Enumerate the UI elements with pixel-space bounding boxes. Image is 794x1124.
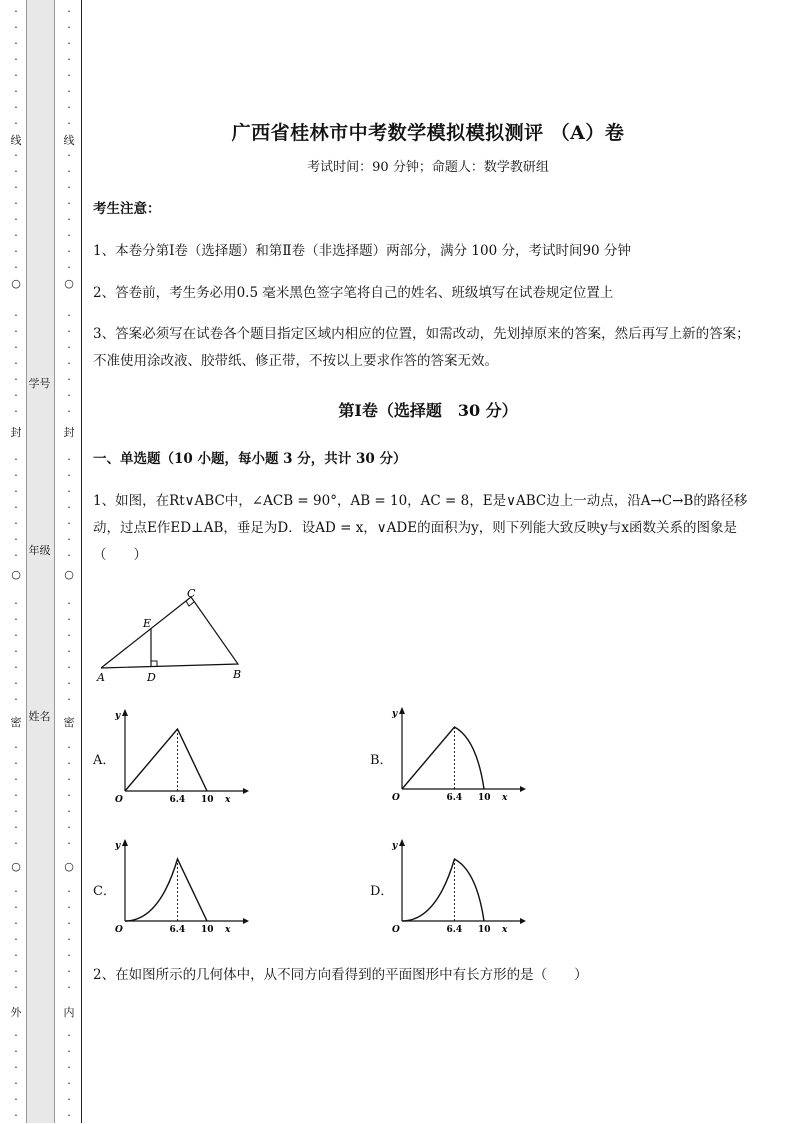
binding-dot: · <box>67 741 71 754</box>
binding-dot: · <box>14 501 18 514</box>
binding-dot: · <box>67 933 71 946</box>
binding-dot: · <box>67 885 71 898</box>
binding-dot: · <box>67 613 71 626</box>
binding-dot: · <box>67 197 71 210</box>
binding-dot: · <box>67 949 71 962</box>
notice-item-1: 1、本卷分第Ⅰ卷（选择题）和第Ⅱ卷（非选择题）两部分，满分 100 分，考试时间90 分钟 <box>93 243 631 259</box>
binding-dot: · <box>14 677 18 690</box>
binding-dot: · <box>14 309 18 322</box>
binding-dot: · <box>14 917 18 930</box>
peak-tick-label: 6.4 <box>169 925 186 935</box>
binding-dot: · <box>14 805 18 818</box>
origin-label: O <box>115 795 123 805</box>
part-heading: 一、单选题（10 小题，每小题 3 分，共计 30 分） <box>93 451 407 467</box>
binding-dot: · <box>67 821 71 834</box>
y-axis-arrow <box>399 707 405 714</box>
binding-mark: ○ <box>64 568 74 581</box>
binding-dot: · <box>67 37 71 50</box>
section-title: 第Ⅰ卷（选择题 30 分） <box>338 401 518 420</box>
binding-dot: · <box>67 549 71 562</box>
binding-dot: · <box>67 1045 71 1058</box>
binding-dot: · <box>14 165 18 178</box>
binding-dot: · <box>14 405 18 418</box>
binding-dot: · <box>14 37 18 50</box>
exam-subtitle: 考试时间：90 分钟；命题人：数学教研组 <box>307 160 549 175</box>
binding-dot: · <box>67 597 71 610</box>
binding-dot: · <box>14 1109 18 1122</box>
binding-dot: · <box>14 549 18 562</box>
y-axis-label: y <box>392 841 398 851</box>
binding-mark: 封 <box>10 426 22 439</box>
x-axis-label: x <box>502 793 508 803</box>
binding-dot: · <box>14 453 18 466</box>
binding-dot: · <box>67 341 71 354</box>
right-angle-c <box>186 601 194 606</box>
binding-dot: · <box>14 85 18 98</box>
option-a-label: A． <box>93 753 116 768</box>
option-b-label: B． <box>370 753 393 768</box>
y-axis-arrow <box>122 839 128 846</box>
binding-dot: · <box>14 757 18 770</box>
binding-dot: · <box>14 229 18 242</box>
binding-dot: · <box>14 389 18 402</box>
binding-dot: · <box>14 5 18 18</box>
binding-dot: · <box>67 213 71 226</box>
triangle-figure <box>93 585 253 685</box>
binding-dot: · <box>14 517 18 530</box>
binding-dot: · <box>14 149 18 162</box>
x-axis-arrow <box>520 918 526 924</box>
binding-dot: · <box>67 677 71 690</box>
origin-label: O <box>392 925 400 935</box>
binding-mark: ○ <box>11 277 21 290</box>
binding-dot: · <box>67 1077 71 1090</box>
binding-mark: 内 <box>63 1006 75 1019</box>
binding-dot: · <box>14 885 18 898</box>
x-axis-arrow <box>243 918 249 924</box>
binding-dot: · <box>67 469 71 482</box>
binding-dot: · <box>67 1061 71 1074</box>
binding-dot: · <box>14 1077 18 1090</box>
binding-dot: · <box>14 53 18 66</box>
binding-dot: · <box>14 69 18 82</box>
binding-dot: · <box>67 533 71 546</box>
label-d: D <box>147 671 156 684</box>
binding-dot: · <box>14 1061 18 1074</box>
option-c-graph <box>113 834 253 938</box>
field-student-id: 学号 <box>28 377 51 390</box>
binding-dot: · <box>14 1029 18 1042</box>
binding-dot: · <box>67 453 71 466</box>
binding-dot: · <box>67 501 71 514</box>
binding-dot: · <box>14 821 18 834</box>
binding-dot: · <box>67 5 71 18</box>
triangle-abc <box>101 597 238 668</box>
binding-dot: · <box>67 245 71 258</box>
binding-dot: · <box>67 69 71 82</box>
function-curve <box>402 859 484 921</box>
binding-dot: · <box>67 517 71 530</box>
peak-tick-label: 6.4 <box>169 795 186 805</box>
binding-dot: · <box>67 645 71 658</box>
x-axis-label: x <box>502 925 508 935</box>
binding-dot: · <box>14 181 18 194</box>
notice-heading: 考生注意： <box>93 201 161 217</box>
binding-dot: · <box>14 933 18 946</box>
x-axis-label: x <box>225 795 231 805</box>
binding-dot: · <box>67 1109 71 1122</box>
binding-dot: · <box>67 357 71 370</box>
binding-dot: · <box>14 357 18 370</box>
end-tick-label: 10 <box>478 925 491 935</box>
y-axis-label: y <box>115 711 121 721</box>
field-name: 姓名 <box>28 710 51 723</box>
end-tick-label: 10 <box>478 793 491 803</box>
binding-mark: 外 <box>10 1006 22 1019</box>
binding-mark: 密 <box>10 716 22 729</box>
option-d-label: D． <box>370 884 394 899</box>
y-axis-arrow <box>399 839 405 846</box>
binding-dot: · <box>14 661 18 674</box>
binding-dot: · <box>14 1093 18 1106</box>
y-axis-arrow <box>122 709 128 716</box>
binding-dot: · <box>14 837 18 850</box>
binding-mark: 封 <box>63 426 75 439</box>
y-axis-label: y <box>392 709 398 719</box>
binding-mark: ○ <box>64 860 74 873</box>
notice-item-3: 3、答案必须写在试卷各个题目指定区域内相应的位置，如需改动，先划掉原来的答案，然后再写上新的答案；不准使用涂改液、胶带纸、修正带，不按以上要求作答的答案无效。 <box>93 326 750 369</box>
binding-dot: · <box>67 405 71 418</box>
binding-dot: · <box>67 21 71 34</box>
question-1-text: 1、如图，在Rt∨ABC中，∠ACB = 90°，AB = 10，AC = 8，E是∨ABC边上一动点，沿A→C→B的路径移动，过点E作ED⊥AB，垂足为D．设AD = x，∨ADE的面积为y，则下列能大致反映y与x函数关系的图象是（ ） <box>93 493 748 563</box>
binding-dot: · <box>14 741 18 754</box>
label-a: A <box>97 671 105 684</box>
label-b: B <box>233 668 242 681</box>
binding-dot: · <box>67 53 71 66</box>
origin-label: O <box>115 925 123 935</box>
peak-tick-label: 6.4 <box>446 925 463 935</box>
field-grade: 年级 <box>28 544 51 557</box>
binding-mark: ○ <box>11 860 21 873</box>
option-a-graph <box>113 704 253 808</box>
binding-dot: · <box>67 917 71 930</box>
end-tick-label: 10 <box>201 925 214 935</box>
binding-dot: · <box>67 85 71 98</box>
page-title: 广西省桂林市中考数学模拟模拟测评 （A）卷 <box>231 122 625 144</box>
binding-dot: · <box>14 213 18 226</box>
binding-line <box>81 0 82 1123</box>
binding-mark: 线 <box>10 134 22 147</box>
binding-dot: · <box>67 901 71 914</box>
binding-dot: · <box>67 309 71 322</box>
binding-dot: · <box>14 981 18 994</box>
binding-mark: ○ <box>11 568 21 581</box>
binding-dot: · <box>14 533 18 546</box>
binding-dot: · <box>14 197 18 210</box>
binding-dot: · <box>67 805 71 818</box>
binding-dot: · <box>14 325 18 338</box>
binding-dot: · <box>67 965 71 978</box>
origin-label: O <box>392 793 400 803</box>
binding-dot: · <box>14 261 18 274</box>
binding-dot: · <box>67 773 71 786</box>
binding-dot: · <box>14 965 18 978</box>
binding-dot: · <box>14 789 18 802</box>
binding-dot: · <box>14 773 18 786</box>
binding-mark: 密 <box>63 716 75 729</box>
binding-dot: · <box>67 261 71 274</box>
binding-dot: · <box>14 21 18 34</box>
binding-mark: 线 <box>63 134 75 147</box>
binding-dot: · <box>67 181 71 194</box>
binding-dot: · <box>67 629 71 642</box>
label-e: E <box>143 617 152 630</box>
function-curve <box>402 727 484 789</box>
binding-dot: · <box>67 789 71 802</box>
function-curve <box>125 729 207 791</box>
x-axis-arrow <box>243 788 249 794</box>
binding-dot: · <box>14 117 18 130</box>
binding-dot: · <box>14 597 18 610</box>
binding-dot: · <box>67 117 71 130</box>
function-curve <box>125 859 207 921</box>
binding-dot: · <box>67 1029 71 1042</box>
binding-dot: · <box>67 661 71 674</box>
x-axis-arrow <box>520 786 526 792</box>
binding-dot: · <box>14 245 18 258</box>
binding-dot: · <box>67 165 71 178</box>
binding-dot: · <box>67 693 71 706</box>
binding-dot: · <box>67 389 71 402</box>
binding-dot: · <box>14 949 18 962</box>
x-axis-label: x <box>225 925 231 935</box>
binding-dot: · <box>67 229 71 242</box>
option-b-graph <box>390 702 530 806</box>
binding-dot: · <box>14 1045 18 1058</box>
peak-tick-label: 6.4 <box>446 793 463 803</box>
binding-dot: · <box>67 837 71 850</box>
label-c: C <box>187 587 196 600</box>
end-tick-label: 10 <box>201 795 214 805</box>
binding-dot: · <box>14 341 18 354</box>
binding-dot: · <box>14 373 18 386</box>
binding-mark: ○ <box>64 277 74 290</box>
binding-dot: · <box>14 469 18 482</box>
option-d-graph <box>390 834 530 938</box>
binding-dot: · <box>67 1093 71 1106</box>
binding-dot: · <box>14 645 18 658</box>
binding-dot: · <box>67 325 71 338</box>
binding-dot: · <box>67 485 71 498</box>
binding-dot: · <box>67 149 71 162</box>
binding-dot: · <box>14 901 18 914</box>
binding-dot: · <box>14 629 18 642</box>
question-2-text: 2、在如图所示的几何体中，从不同方向看得到的平面图形中有长方形的是（ ） <box>93 967 588 983</box>
binding-dot: · <box>14 693 18 706</box>
binding-dot: · <box>14 101 18 114</box>
binding-dot: · <box>67 373 71 386</box>
binding-dot: · <box>67 981 71 994</box>
y-axis-label: y <box>115 841 121 851</box>
binding-dot: · <box>67 101 71 114</box>
binding-dot: · <box>14 613 18 626</box>
binding-dot: · <box>67 757 71 770</box>
binding-dot: · <box>14 485 18 498</box>
notice-item-2: 2、答卷前，考生务必用0.5 毫米黑色签字笔将自己的姓名、班级填写在试卷规定位置上 <box>93 285 614 301</box>
option-c-label: C． <box>93 884 116 899</box>
binding-strip <box>26 0 55 1123</box>
